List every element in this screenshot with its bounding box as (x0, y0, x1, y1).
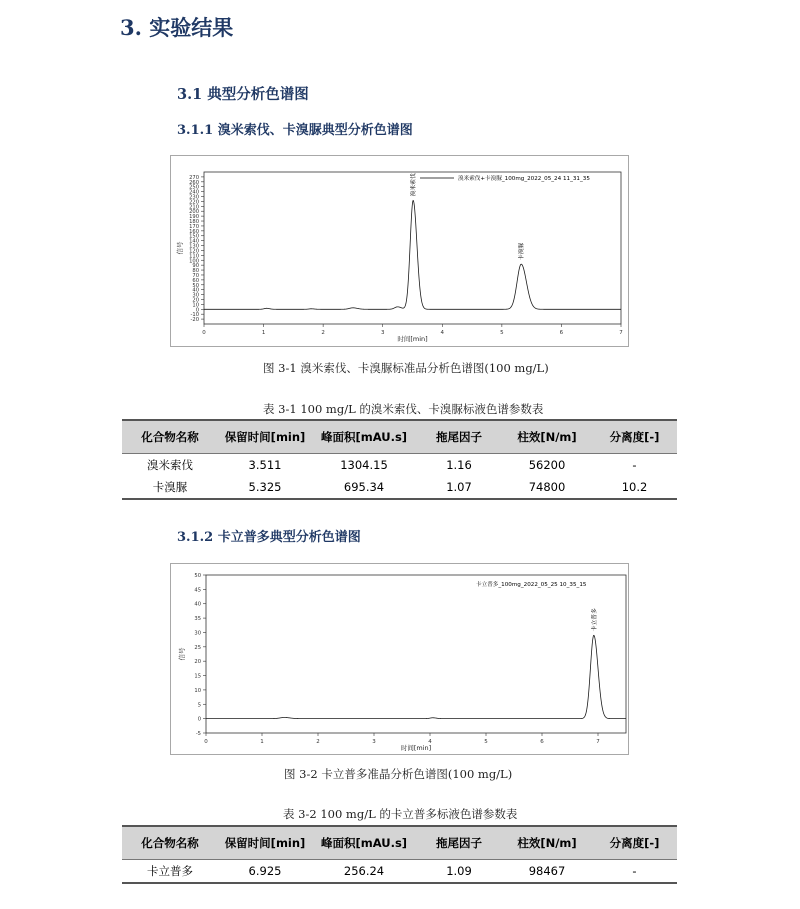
x-tick-label: 0 (202, 330, 206, 336)
y-tick-label: 60 (192, 277, 199, 284)
table-cell: 卡立普多 (122, 860, 218, 884)
table-cell: 56200 (528, 458, 566, 472)
y-tick-label: 30 (192, 292, 199, 299)
table-cell: 1.07 (416, 476, 502, 499)
y-tick-label: 260 (189, 179, 199, 186)
column-header: 柱效[N/m] (502, 826, 592, 860)
x-tick-label: 2 (321, 330, 325, 336)
chromatogram-1-frame (170, 155, 629, 347)
y-tick-label: 70 (192, 272, 199, 279)
y-tick-label: 120 (189, 248, 199, 255)
chromatogram-1 (171, 156, 628, 346)
y-tick-label: 30 (194, 630, 201, 637)
table-row (122, 860, 677, 884)
x-tick-label: 1 (261, 330, 266, 336)
y-tick-label: 10 (194, 687, 201, 694)
y-tick-label: 130 (189, 243, 199, 250)
column-header: 化合物名称 (122, 826, 218, 860)
y-tick-label: 160 (189, 228, 199, 235)
y-tick-label: 40 (192, 287, 199, 294)
column-header: 分离度[-] (592, 420, 677, 454)
peak-label: 卡立普多 (591, 608, 598, 632)
y-tick-label: 45 (194, 587, 201, 594)
column-header: 拖尾因子 (416, 826, 502, 860)
y-tick-label: 150 (189, 233, 199, 240)
y-tick-label: 100 (189, 258, 199, 265)
x-tick-label: 1 (260, 739, 264, 745)
table-cell: 3.511 (248, 458, 282, 472)
y-tick-label: -20 (190, 317, 199, 324)
y-tick-label: 190 (189, 214, 199, 221)
y-tick-label: 20 (194, 659, 201, 666)
x-tick-label: 6 (559, 330, 564, 336)
y-tick-label: 15 (194, 673, 201, 680)
y-tick-label: 210 (189, 204, 199, 211)
y-tick-label: 240 (189, 189, 199, 196)
x-tick-label: 7 (596, 739, 600, 745)
y-axis-label: 信号 (178, 647, 186, 661)
y-tick-label: 110 (189, 253, 199, 260)
y-tick-label: -10 (190, 312, 199, 319)
x-tick-label: 0 (204, 739, 208, 745)
x-tick-label: 6 (540, 739, 544, 745)
y-tick-label: 250 (189, 184, 199, 191)
x-tick-label: 5 (484, 739, 488, 745)
column-header: 拖尾因子 (416, 420, 502, 454)
y-tick-label: -5 (195, 731, 201, 737)
table-row (122, 454, 677, 477)
table-cell: 74800 (502, 476, 592, 499)
table-cell: 1304.15 (340, 458, 388, 472)
subsubsection-heading-1: 3.1.1 溴米索伐、卡溴脲典型分析色谱图 (177, 123, 413, 138)
chromatogram-2-frame (170, 563, 629, 755)
table-2 (122, 825, 677, 884)
y-tick-label: 170 (189, 223, 199, 230)
x-tick-label: 7 (619, 330, 623, 336)
table-cell: - (632, 458, 637, 472)
table-cell: 695.34 (312, 476, 416, 499)
x-axis-label: 时间[min] (397, 335, 428, 343)
table-cell: 98467 (502, 860, 592, 884)
subsection-heading: 3.1 典型分析色谱图 (177, 86, 309, 103)
column-header: 化合物名称 (122, 420, 218, 454)
x-tick-label: 4 (440, 330, 445, 336)
y-tick-label: 0 (195, 307, 199, 314)
table-1 (122, 419, 677, 500)
x-tick-label: 3 (380, 330, 385, 336)
table-1-header-row (122, 420, 677, 454)
y-tick-label: 0 (197, 716, 201, 723)
column-header: 保留时间[min] (218, 826, 312, 860)
table-cell: 10.2 (592, 476, 677, 499)
peak-label: 溴米索伐 (411, 173, 418, 197)
y-tick-label: 10 (192, 302, 199, 309)
y-tick-label: 20 (192, 297, 199, 304)
y-tick-label: 50 (192, 282, 199, 289)
peak-label: 卡溴脲 (519, 242, 526, 261)
column-header: 峰面积[mAU.s] (312, 826, 416, 860)
table-cell: 卡溴脲 (122, 476, 218, 499)
section-heading: 3. 实验结果 (120, 15, 234, 40)
table-cell: 256.24 (312, 860, 416, 884)
table-cell: - (592, 860, 677, 884)
table-cell: 6.925 (218, 860, 312, 884)
figure-1-caption: 图 3-1 溴米索伐、卡溴脲标准品分析色谱图(100 mg/L) (263, 361, 549, 375)
x-tick-label: 4 (428, 739, 432, 745)
table-cell: 5.325 (218, 476, 312, 499)
x-axis-label: 时间[min] (400, 744, 432, 752)
y-tick-label: 5 (197, 702, 201, 709)
y-axis-label: 信号 (176, 241, 184, 255)
y-tick-label: 35 (194, 616, 201, 623)
table-1-caption: 表 3-1 100 mg/L 的溴米索伐、卡溴脲标液色谱参数表 (263, 402, 544, 416)
column-header: 保留时间[min] (218, 420, 312, 454)
column-header: 分离度[-] (592, 826, 677, 860)
table-cell: 1.16 (446, 458, 472, 472)
y-tick-label: 90 (192, 263, 199, 270)
subsubsection-heading-2: 3.1.2 卡立普多典型分析色谱图 (177, 530, 361, 545)
column-header: 峰面积[mAU.s] (312, 420, 416, 454)
legend-label: 卡立普多_100mg_2022_05_25 10_35_15 (476, 582, 587, 588)
y-tick-label: 270 (189, 174, 199, 181)
y-tick-label: 50 (194, 573, 201, 579)
x-tick-label: 5 (500, 330, 504, 336)
table-cell: 1.09 (416, 860, 502, 884)
table-cell: 溴米索伐 (147, 458, 193, 472)
signal-trace (204, 200, 621, 309)
signal-trace (206, 635, 626, 718)
legend-label: 溴米索伐+卡溴脲_100mg_2022_05_24 11_31_35 (458, 176, 590, 182)
chromatogram-2 (171, 564, 628, 754)
y-tick-label: 40 (194, 601, 201, 608)
figure-2-caption: 图 3-2 卡立普多准晶分析色谱图(100 mg/L) (284, 767, 513, 781)
y-tick-label: 220 (189, 199, 199, 206)
plot-area (206, 575, 626, 733)
y-tick-label: 180 (189, 219, 199, 226)
column-header: 柱效[N/m] (502, 420, 592, 454)
table-row (122, 476, 677, 499)
y-tick-label: 230 (189, 194, 199, 201)
table-2-header-row (122, 826, 677, 860)
y-tick-label: 140 (189, 238, 199, 245)
table-2-caption: 表 3-2 100 mg/L 的卡立普多标液色谱参数表 (283, 807, 518, 821)
y-tick-label: 25 (194, 644, 201, 651)
x-tick-label: 3 (372, 739, 376, 745)
y-tick-label: 200 (189, 209, 199, 216)
y-tick-label: 80 (192, 268, 199, 275)
x-tick-label: 2 (316, 739, 320, 745)
